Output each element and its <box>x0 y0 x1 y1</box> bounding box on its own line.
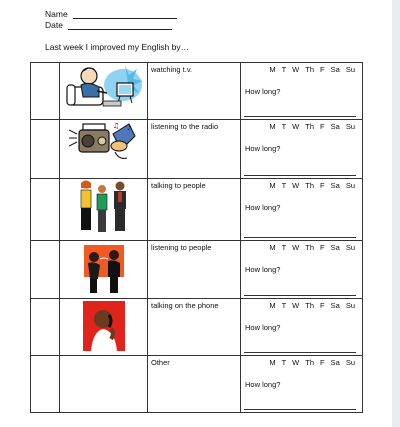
day-wed[interactable]: W <box>292 358 300 367</box>
day-wed[interactable]: W <box>292 65 300 74</box>
days-row <box>241 179 362 190</box>
activity-cell <box>148 299 241 356</box>
tracking-cell <box>241 120 363 179</box>
how-long-label: How long? <box>245 265 281 274</box>
checkbox-cell[interactable] <box>31 179 60 241</box>
tracking-cell <box>241 179 363 241</box>
people-talking-picture <box>74 179 134 235</box>
day-wed[interactable]: W <box>292 301 300 310</box>
table-row <box>31 241 363 299</box>
day-fri[interactable]: F <box>320 358 325 367</box>
day-wed[interactable]: W <box>292 181 300 190</box>
days-row <box>241 241 362 252</box>
day-tue[interactable]: T <box>281 301 287 310</box>
day-sun[interactable]: Su <box>345 243 355 252</box>
date-label: Date <box>45 20 63 30</box>
how-long-label: How long? <box>245 323 281 332</box>
how-long-label: How long? <box>245 380 281 389</box>
how-long-label: How long? <box>245 87 281 96</box>
answer-line[interactable] <box>244 352 356 353</box>
picture-cell <box>60 299 148 356</box>
activity-label: Other <box>151 358 170 367</box>
tracking-cell <box>241 63 363 120</box>
day-sat[interactable]: Sa <box>330 358 340 367</box>
how-long-label: How long? <box>245 203 281 212</box>
date-row <box>45 20 172 30</box>
day-fri[interactable]: F <box>320 122 325 131</box>
how-long-label: How long? <box>245 144 281 153</box>
day-sat[interactable]: Sa <box>330 122 340 131</box>
tracking-cell <box>241 241 363 299</box>
day-tue[interactable]: T <box>281 65 287 74</box>
day-tue[interactable]: T <box>281 243 287 252</box>
activity-cell <box>148 120 241 179</box>
answer-line[interactable] <box>244 175 356 176</box>
day-sun[interactable]: Su <box>345 122 355 131</box>
answer-line[interactable] <box>244 409 356 410</box>
day-sun[interactable]: Su <box>345 301 355 310</box>
day-mon[interactable]: M <box>269 122 276 131</box>
answer-line[interactable] <box>244 116 356 117</box>
day-sat[interactable]: Sa <box>330 181 340 190</box>
svg-text:♫: ♫ <box>112 122 119 130</box>
answer-line[interactable] <box>244 295 356 296</box>
day-thu[interactable]: Th <box>305 122 315 131</box>
day-mon[interactable]: M <box>269 358 276 367</box>
picture-cell <box>60 356 148 413</box>
activity-cell <box>148 63 241 120</box>
day-thu[interactable]: Th <box>305 181 315 190</box>
days-row <box>241 299 362 310</box>
checkbox-cell[interactable] <box>31 241 60 299</box>
date-blank[interactable] <box>68 21 172 30</box>
day-mon[interactable]: M <box>269 65 276 74</box>
picture-cell <box>60 63 148 120</box>
day-mon[interactable]: M <box>269 301 276 310</box>
day-fri[interactable]: F <box>320 181 325 190</box>
answer-line[interactable] <box>244 237 356 238</box>
checkbox-cell[interactable] <box>31 299 60 356</box>
name-blank[interactable] <box>73 10 177 19</box>
picture-cell <box>60 120 148 179</box>
days-row <box>241 120 362 131</box>
people-listening-picture <box>80 241 128 295</box>
day-wed[interactable]: W <box>292 122 300 131</box>
day-thu[interactable]: Th <box>305 65 315 74</box>
name-row <box>45 9 177 19</box>
activity-cell <box>148 179 241 241</box>
phone-call-picture <box>81 299 127 353</box>
activity-cell <box>148 356 241 413</box>
picture-cell <box>60 241 148 299</box>
day-thu[interactable]: Th <box>305 301 315 310</box>
table-row <box>31 63 363 120</box>
day-sun[interactable]: Su <box>345 358 355 367</box>
day-thu[interactable]: Th <box>305 358 315 367</box>
person-watching-tv-picture <box>63 63 145 113</box>
page-edge <box>392 0 400 427</box>
days-row <box>241 356 362 367</box>
activity-label: talking on the phone <box>151 301 219 310</box>
tracking-cell <box>241 299 363 356</box>
activity-label: watching t.v. <box>151 65 193 74</box>
svg-text:♪: ♪ <box>126 124 131 132</box>
radio-picture <box>69 120 139 166</box>
day-tue[interactable]: T <box>281 181 287 190</box>
activity-label: listening to the radio <box>151 122 219 131</box>
day-sun[interactable]: Su <box>345 181 355 190</box>
day-fri[interactable]: F <box>320 301 325 310</box>
table-row <box>31 299 363 356</box>
tracking-cell <box>241 356 363 413</box>
table-row <box>31 356 363 413</box>
activity-label: listening to people <box>151 243 212 252</box>
days-row <box>241 63 362 74</box>
day-sat[interactable]: Sa <box>330 301 340 310</box>
checkbox-cell[interactable] <box>31 120 60 179</box>
day-sun[interactable]: Su <box>345 65 355 74</box>
checkbox-cell[interactable] <box>31 356 60 413</box>
activity-table <box>30 62 363 413</box>
day-mon[interactable]: M <box>269 181 276 190</box>
table-row <box>31 179 363 241</box>
day-wed[interactable]: W <box>292 243 300 252</box>
picture-cell <box>60 179 148 241</box>
checkbox-cell[interactable] <box>31 63 60 120</box>
day-tue[interactable]: T <box>281 122 287 131</box>
day-tue[interactable]: T <box>281 358 287 367</box>
activity-cell <box>148 241 241 299</box>
activity-label: talking to people <box>151 181 206 190</box>
day-thu[interactable]: Th <box>305 243 315 252</box>
day-sat[interactable]: Sa <box>330 243 340 252</box>
name-label: Name <box>45 9 68 19</box>
day-fri[interactable]: F <box>320 65 325 74</box>
day-sat[interactable]: Sa <box>330 65 340 74</box>
intro-text: Last week I improved my English by… <box>45 42 190 52</box>
day-fri[interactable]: F <box>320 243 325 252</box>
day-mon[interactable]: M <box>269 243 276 252</box>
table-row <box>31 120 363 179</box>
